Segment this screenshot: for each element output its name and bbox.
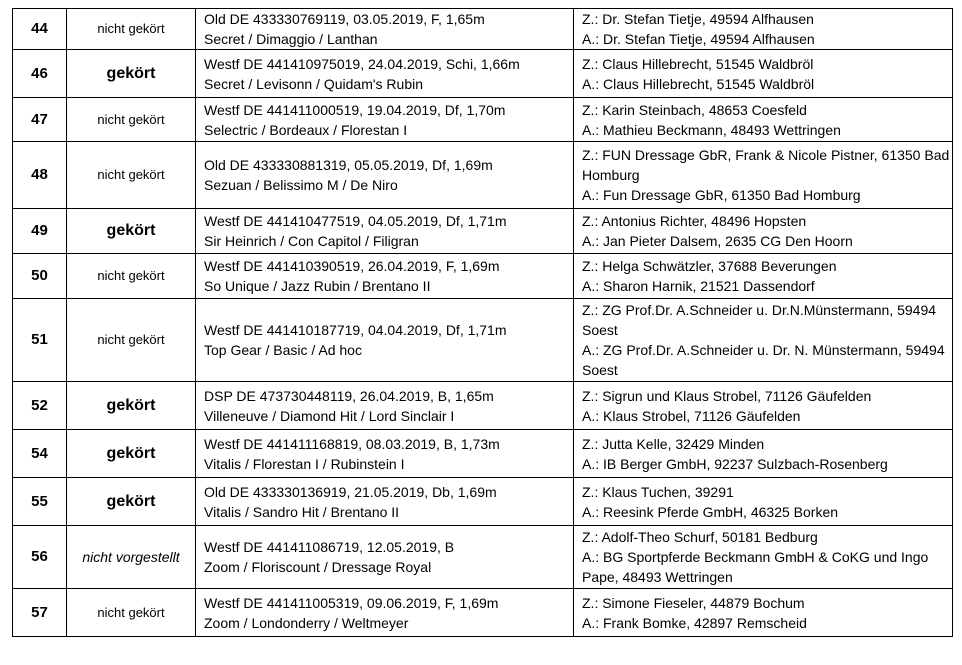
breeder: Z.: Adolf-Theo Schurf, 50181 Bedburg xyxy=(582,529,818,545)
horse-pedigree: Villeneuve / Diamond Hit / Lord Sinclair I xyxy=(204,407,455,424)
horse-pedigree: Selectric / Bordeaux / Florestan I xyxy=(204,121,408,138)
licensing-status: gekört xyxy=(67,50,196,98)
horse-details xyxy=(196,142,574,209)
horse-pedigree: Zoom / Londonderry / Weltmeyer xyxy=(204,614,409,631)
breeder: Z.: Helga Schwätzler, 37688 Beverungen xyxy=(582,258,837,274)
entry-number: 47 xyxy=(13,98,67,142)
table-row xyxy=(13,526,953,589)
entry-number: 50 xyxy=(13,254,67,299)
horse-registration: DSP DE 473730448119, 26.04.2019, B, 1,65m xyxy=(204,387,494,404)
entry-number: 51 xyxy=(13,299,67,382)
horse-pedigree: Sir Heinrich / Con Capitol / Filigran xyxy=(204,233,419,249)
horse-pedigree: Secret / Dimaggio / Lanthan xyxy=(204,31,378,47)
breeder-owner xyxy=(574,382,953,430)
entry-number: 52 xyxy=(13,382,67,430)
breeder: Z.: Claus Hillebrecht, 51545 Waldbröl xyxy=(582,55,814,72)
owner: A.: BG Sportpferde Beckmann GmbH & CoKG und Ingo Pape, 48493 Wettringen xyxy=(582,549,929,585)
horse-details xyxy=(196,9,574,50)
horse-details xyxy=(196,589,574,637)
horse-registration: Old DE 433330136919, 21.05.2019, Db, 1,69m xyxy=(204,483,497,500)
table-row xyxy=(13,98,953,142)
entry-number: 44 xyxy=(13,9,67,50)
breeder-owner xyxy=(574,254,953,299)
horse-details xyxy=(196,478,574,526)
table-row xyxy=(13,382,953,430)
owner: A.: Dr. Stefan Tietje, 49594 Alfhausen xyxy=(582,31,815,47)
horse-registration: Westf DE 441411168819, 08.03.2019, B, 1,73m xyxy=(204,435,500,452)
entry-number: 48 xyxy=(13,142,67,209)
licensing-status: nicht gekört xyxy=(67,589,196,637)
results-table-body xyxy=(13,9,953,637)
horse-pedigree: Top Gear / Basic / Ad hoc xyxy=(204,342,362,358)
horse-registration: Westf DE 441411005319, 09.06.2019, F, 1,69m xyxy=(204,594,499,611)
owner: A.: Fun Dressage GbR, 61350 Bad Homburg xyxy=(582,187,861,203)
table-row xyxy=(13,299,953,382)
horse-registration: Westf DE 441411086719, 12.05.2019, B xyxy=(204,539,455,555)
table-row xyxy=(13,254,953,299)
owner: A.: ZG Prof.Dr. A.Schneider u. Dr. N. Münstermann, 59494 Soest xyxy=(582,342,945,378)
breeder: Z.: ZG Prof.Dr. A.Schneider u. Dr.N.Münstermann, 59494 Soest xyxy=(582,302,937,338)
licensing-status: gekört xyxy=(67,209,196,254)
owner: A.: Jan Pieter Dalsem, 2635 CG Den Hoorn xyxy=(582,233,853,249)
breeder-owner xyxy=(574,589,953,637)
horse-details xyxy=(196,430,574,478)
horse-details xyxy=(196,526,574,589)
horse-pedigree: Sezuan / Belissimo M / De Niro xyxy=(204,177,398,193)
breeder-owner xyxy=(574,478,953,526)
horse-registration: Westf DE 441410477519, 04.05.2019, Df, 1,71m xyxy=(204,213,507,229)
horse-details xyxy=(196,254,574,299)
breeder: Z.: Klaus Tuchen, 39291 xyxy=(582,483,734,500)
table-row xyxy=(13,50,953,98)
licensing-status: nicht vorgestellt xyxy=(67,526,196,589)
breeder: Z.: Karin Steinbach, 48653 Coesfeld xyxy=(582,101,807,118)
table-row xyxy=(13,9,953,50)
table-row xyxy=(13,142,953,209)
breeder: Z.: Antonius Richter, 48496 Hopsten xyxy=(582,213,807,229)
breeder: Z.: Simone Fieseler, 44879 Bochum xyxy=(582,594,805,611)
horse-registration: Old DE 433330881319, 05.05.2019, Df, 1,69m xyxy=(204,157,493,173)
horse-pedigree: Zoom / Floriscount / Dressage Royal xyxy=(204,559,432,575)
owner: A.: Claus Hillebrecht, 51545 Waldbröl xyxy=(582,75,815,92)
licensing-status: gekört xyxy=(67,478,196,526)
horse-pedigree: Secret / Levisonn / Quidam's Rubin xyxy=(204,75,424,92)
owner: A.: Frank Bomke, 42897 Remscheid xyxy=(582,614,807,631)
table-row xyxy=(13,430,953,478)
breeder: Z.: Sigrun und Klaus Strobel, 71126 Gäufelden xyxy=(582,387,872,404)
licensing-status: gekört xyxy=(67,430,196,478)
licensing-status: nicht gekört xyxy=(67,254,196,299)
horse-pedigree: Vitalis / Sandro Hit / Brentano II xyxy=(204,503,400,520)
breeder: Z.: Jutta Kelle, 32429 Minden xyxy=(582,435,765,452)
licensing-status: nicht gekört xyxy=(67,9,196,50)
horse-details xyxy=(196,50,574,98)
entry-number: 49 xyxy=(13,209,67,254)
licensing-status: nicht gekört xyxy=(67,142,196,209)
entry-number: 55 xyxy=(13,478,67,526)
breeder-owner xyxy=(574,299,953,382)
horse-registration: Old DE 433330769119, 03.05.2019, F, 1,65m xyxy=(204,11,485,27)
horse-details xyxy=(196,299,574,382)
horse-pedigree: Vitalis / Florestan I / Rubinstein I xyxy=(204,455,405,472)
horse-registration: Westf DE 441410187719, 04.04.2019, Df, 1,71m xyxy=(204,322,507,338)
breeder: Z.: FUN Dressage GbR, Frank & Nicole Pistner, 61350 Bad Homburg xyxy=(582,147,950,183)
licensing-status: gekört xyxy=(67,382,196,430)
owner: A.: Mathieu Beckmann, 48493 Wettringen xyxy=(582,121,841,138)
licensing-status: nicht gekört xyxy=(67,98,196,142)
owner: A.: IB Berger GmbH, 92237 Sulzbach-Rosenberg xyxy=(582,455,888,472)
entry-number: 57 xyxy=(13,589,67,637)
breeder-owner xyxy=(574,98,953,142)
breeder-owner xyxy=(574,9,953,50)
licensing-status: nicht gekört xyxy=(67,299,196,382)
horse-details xyxy=(196,98,574,142)
horse-registration: Westf DE 441410975019, 24.04.2019, Schi, 1,66m xyxy=(204,55,520,72)
breeder-owner xyxy=(574,430,953,478)
horse-registration: Westf DE 441411000519, 19.04.2019, Df, 1,70m xyxy=(204,101,506,118)
breeder-owner xyxy=(574,209,953,254)
owner: A.: Klaus Strobel, 71126 Gäufelden xyxy=(582,407,801,424)
horse-details xyxy=(196,382,574,430)
entry-number: 54 xyxy=(13,430,67,478)
breeder-owner xyxy=(574,526,953,589)
horse-registration: Westf DE 441410390519, 26.04.2019, F, 1,69m xyxy=(204,258,500,274)
owner: A.: Sharon Harnik, 21521 Dassendorf xyxy=(582,278,815,294)
table-row xyxy=(13,209,953,254)
entry-number: 46 xyxy=(13,50,67,98)
table-row xyxy=(13,478,953,526)
results-table xyxy=(12,8,953,637)
table-row xyxy=(13,589,953,637)
breeder-owner xyxy=(574,142,953,209)
horse-pedigree: So Unique / Jazz Rubin / Brentano II xyxy=(204,278,431,294)
owner: A.: Reesink Pferde GmbH, 46325 Borken xyxy=(582,503,839,520)
breeder: Z.: Dr. Stefan Tietje, 49594 Alfhausen xyxy=(582,11,814,27)
entry-number: 56 xyxy=(13,526,67,589)
breeder-owner xyxy=(574,50,953,98)
horse-details xyxy=(196,209,574,254)
